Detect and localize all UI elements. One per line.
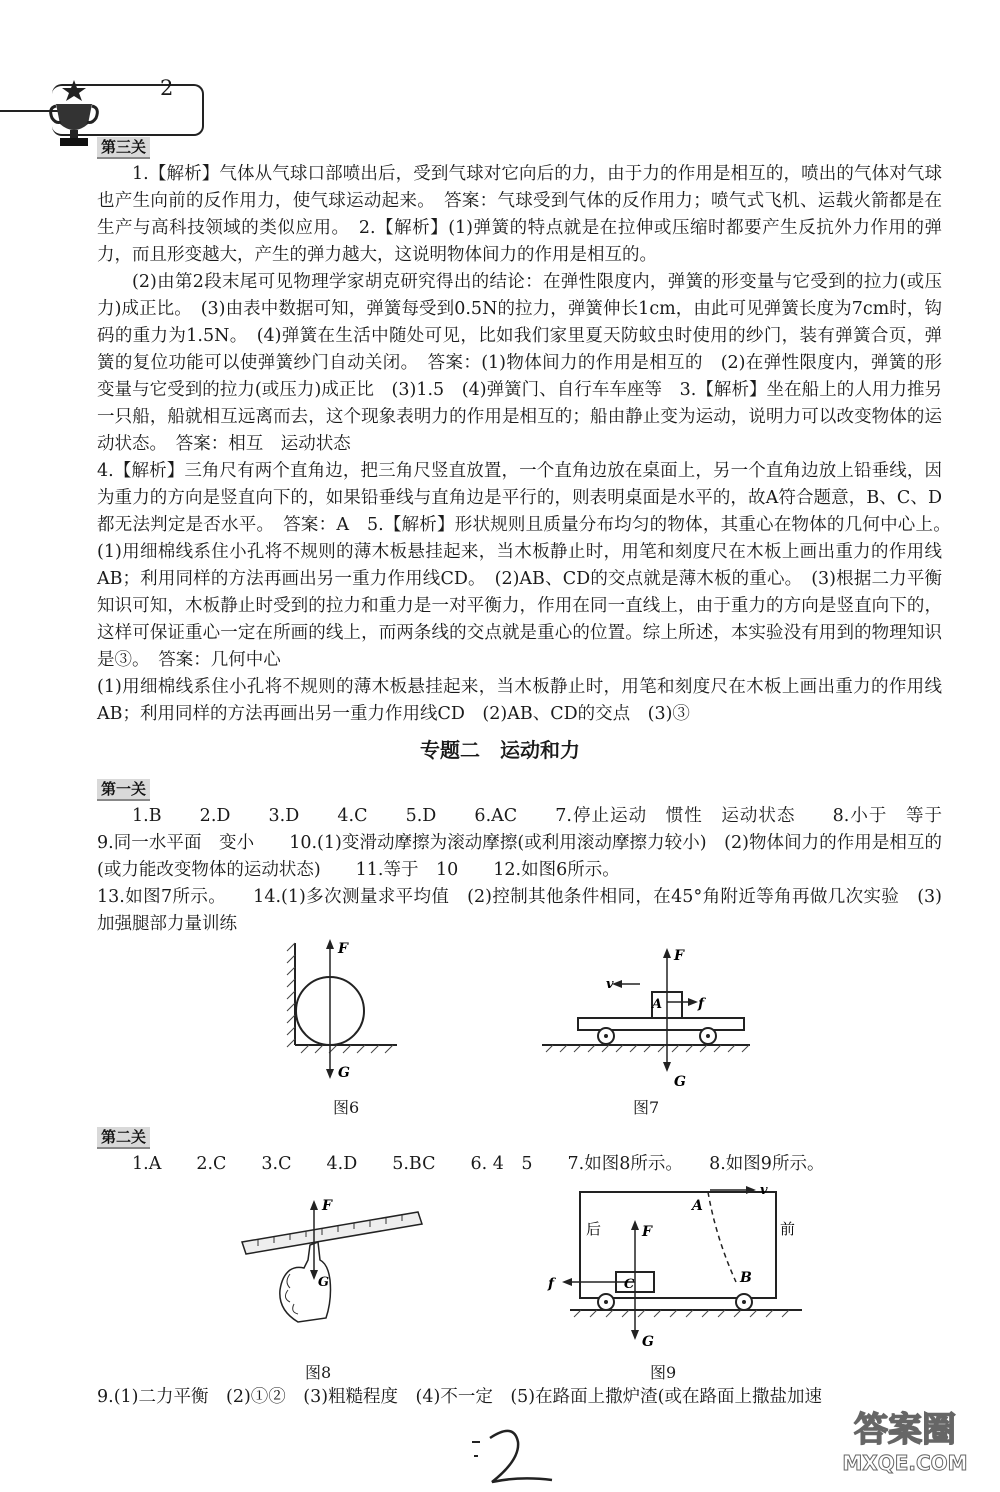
figure-7: [540, 940, 755, 1090]
section-1: [97, 776, 977, 938]
point-label-A: A: [692, 1198, 703, 1214]
force-label-F: F: [338, 941, 348, 957]
paragraph: 13.如图7所示。 14.(1)多次测量求平均值 (2)控制其他条件相同，在45°角附近等角再做几次实验 (3)加强腿部力量训练: [97, 887, 942, 934]
force-label-G: G: [338, 1065, 350, 1081]
section-2: [97, 1124, 942, 1178]
paragraph: 1.【解析】气体从气球口部喷出后，受到气球对它向后的力，由于力的作用是相互的，喷出的气体对气球也产生向前的反作用力，使气球运动起来。 答案：气球受到气体的反作用力；喷气式飞机、运载火箭都是在生产与高科技领域的类似应用。 2.【解析】(1)弹簧的特点就是在拉伸或压缩时都要产生反抗外力作用的弹力，而且形变越大，产生的弹力越大，这说明物体间力的作用是相互的。: [97, 164, 942, 265]
handwritten-mark: [470, 1420, 560, 1490]
watermark: [820, 1410, 990, 1486]
figure-6-caption: 图6: [333, 1098, 360, 1117]
force-label-G: G: [642, 1334, 654, 1350]
block-label-C: C: [624, 1277, 635, 1292]
topic-title: 专题二 运动和力: [420, 738, 580, 762]
force-label-F: F: [322, 1198, 332, 1214]
figure-7-caption: 图7: [633, 1098, 660, 1117]
velocity-label: v: [760, 1183, 768, 1198]
friction-label: f: [698, 996, 705, 1012]
front-label: 前: [780, 1220, 796, 1238]
figure-9: [540, 1178, 820, 1350]
friction-label: f: [548, 1276, 555, 1292]
page-header: [0, 38, 1000, 118]
section-2-continued: [97, 1384, 942, 1411]
trophy-icon: [46, 78, 102, 150]
watermark-url: MXQE.COM: [842, 1451, 968, 1475]
answer-line: 9.(1)二力平衡 (2)①② (3)粗糙程度 (4)不一定 (5)在路面上撒炉渣(或在路面上撒盐加速: [97, 1387, 822, 1407]
paragraph: 4.【解析】三角尺有两个直角边，把三角尺竖直放置，一个直角边放在桌面上，另一个直角边放上铅垂线，因为重力的方向是竖直向下的，如果铅垂线与直角边是平行的，则表明桌面是水平的，故A符合题意，B、C、D都无法判定是否水平。 答案：A 5.【解析】形状规则且质量分布均匀的物体，其重心在物体的几何中心上。 (1)用细棉线系住小孔将不规则的薄木板悬挂起来，当木板静止时，用笔和刻度尺在木板上画出重力的作用线AB；利用同样的方法再画出另一重力作用线CD。 (2)AB、CD的交点就是薄木板的重心。 (3)根据二力平衡知识可知，木板静止时受到的拉力和重力是一对平衡力，作用在同一直线上，由于重力的方向是竖直向下的，这样可保证重心一定在所画的线上，而两条线的交点就是重心的位置。综上所述，本实验没有用到的物理知识是③。 答案：几何中心: [97, 461, 960, 670]
paragraph: (1)用细棉线系住小孔将不规则的薄木板悬挂起来，当木板静止时，用笔和刻度尺在木板上画出重力的作用线AB；利用同样的方法再画出另一重力作用线CD (2)AB、CD的交点 (3)③: [97, 677, 942, 724]
block-label-A: A: [652, 997, 663, 1012]
figure-6: [285, 935, 400, 1085]
force-label-G: G: [674, 1074, 686, 1090]
section-3: [97, 134, 960, 728]
velocity-label: v: [606, 977, 614, 992]
point-label-B: B: [740, 1270, 752, 1286]
back-label: 后: [586, 1220, 602, 1238]
force-label-F: F: [642, 1224, 652, 1240]
figure-8-caption: 图8: [305, 1363, 332, 1382]
section-label: 第三关: [97, 137, 150, 159]
section-label: 第二关: [97, 1127, 150, 1149]
answer-line: 1.A 2.C 3.C 4.D 5.BC 6. 4 5 7.如图8所示。 8.如图9所示。: [132, 1154, 825, 1174]
watermark-text: 答案圈: [854, 1410, 956, 1450]
force-label-F: F: [674, 948, 684, 964]
figure-8: [238, 1190, 423, 1350]
paragraph: 1.B 2.D 3.D 4.C 5.D 6.AC 7.停止运动 惯性 运动状态 8.小于 等于 9.同一水平面 变小 10.(1)变滑动摩擦为滚动摩擦(或利用滚动摩擦力较小) (2)物体间力的作用是相互的(或力能改变物体的运动状态) 11.等于 10 12.如图6所示。: [97, 806, 977, 880]
section-label: 第一关: [97, 779, 150, 801]
page-number: 2: [160, 76, 174, 100]
figure-9-caption: 图9: [650, 1363, 677, 1382]
force-label-G: G: [318, 1275, 330, 1290]
paragraph: (2)由第2段末尾可见物理学家胡克研究得出的结论：在弹性限度内，弹簧的形变量与它受到的拉力(或压力)成正比。 (3)由表中数据可知，弹簧每受到0.5N的拉力，弹簧伸长1cm，由此可见弹簧长度为7cm时，钩码的重力为1.5N。 (4)弹簧在生活中随处可见，比如我们家里夏天防蚊虫时使用的纱门，装有弹簧合页，弹簧的复位功能可以使弹簧纱门自动关闭。 答案：(1)物体间力的作用是相互的 (2)在弹性限度内，弹簧的形变量与它受到的拉力(或压力)成正比 (3)1.5 (4)弹簧门、自行车车座等 3.【解析】坐在船上的人用力推另一只船，船就相互远离而去，这个现象表明力的作用是相互的；船由静止变为运动，说明力可以改变物体的运动状态。 答案：相互 运动状态: [97, 272, 942, 454]
